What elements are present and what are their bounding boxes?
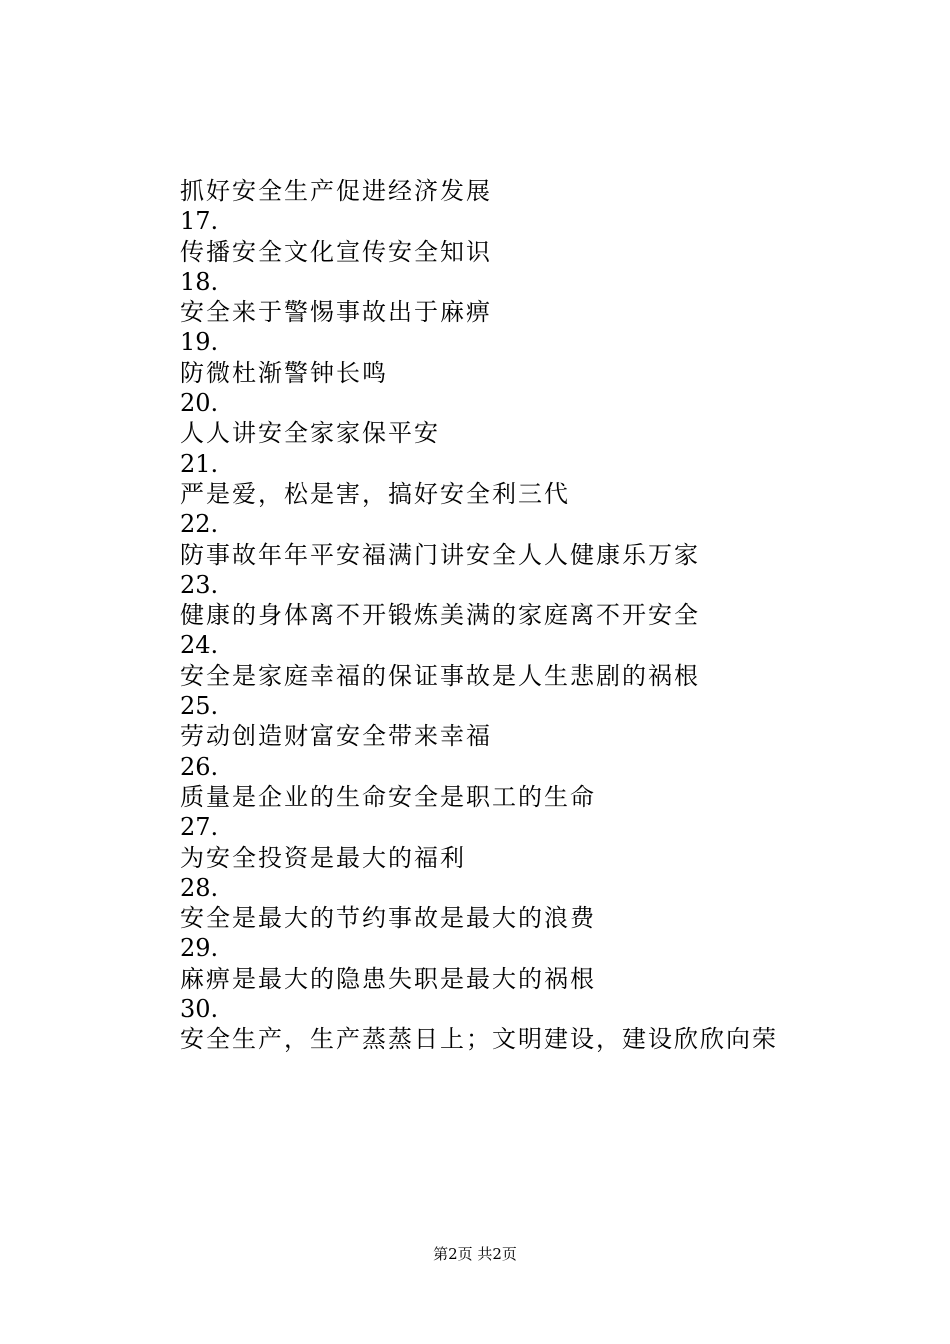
item-number: 25.	[180, 692, 219, 721]
slogan-line: 严是爱，松是害，搞好安全利三代	[180, 479, 570, 508]
item-number: 20.	[180, 389, 219, 418]
item-number: 17.	[180, 207, 219, 236]
slogan-line: 安全来于警惕事故出于麻痹	[180, 298, 492, 327]
item-number: 21.	[180, 449, 219, 478]
item-number: 30.	[180, 995, 219, 1024]
slogan-line: 安全是家庭幸福的保证事故是人生悲剧的祸根	[180, 661, 700, 690]
item-number: 19.	[180, 328, 219, 357]
item-number: 18.	[180, 267, 219, 296]
item-number: 26.	[180, 752, 219, 781]
slogan-line: 质量是企业的生命安全是职工的生命	[180, 782, 596, 811]
slogan-line: 防微杜渐警钟长鸣	[180, 358, 388, 387]
item-number: 22.	[180, 510, 219, 539]
slogan-line: 为安全投资是最大的福利	[180, 843, 466, 872]
slogan-line: 健康的身体离不开锻炼美满的家庭离不开安全	[180, 601, 700, 630]
item-number: 24.	[180, 631, 219, 660]
slogan-line: 劳动创造财富安全带来幸福	[180, 722, 492, 751]
slogan-line: 抓好安全生产促进经济发展	[180, 177, 492, 205]
item-number: 23.	[180, 570, 219, 599]
item-number: 29.	[180, 934, 219, 963]
page-footer: 第2页 共2页	[433, 1245, 517, 1263]
item-number: 28.	[180, 873, 219, 902]
slogan-line: 安全是最大的节约事故是最大的浪费	[180, 904, 596, 933]
slogan-line: 传播安全文化宣传安全知识	[180, 237, 492, 266]
slogan-line: 人人讲安全家家保平安	[180, 419, 440, 448]
slogan-line: 防事故年年平安福满门讲安全人人健康乐万家	[180, 540, 700, 569]
document-body	[180, 176, 880, 1055]
slogan-line: 麻痹是最大的隐患失职是最大的祸根	[180, 964, 596, 993]
item-number: 27.	[180, 813, 219, 842]
slogan-line: 安全生产，生产蒸蒸日上；文明建设，建设欣欣向荣	[180, 1025, 778, 1054]
